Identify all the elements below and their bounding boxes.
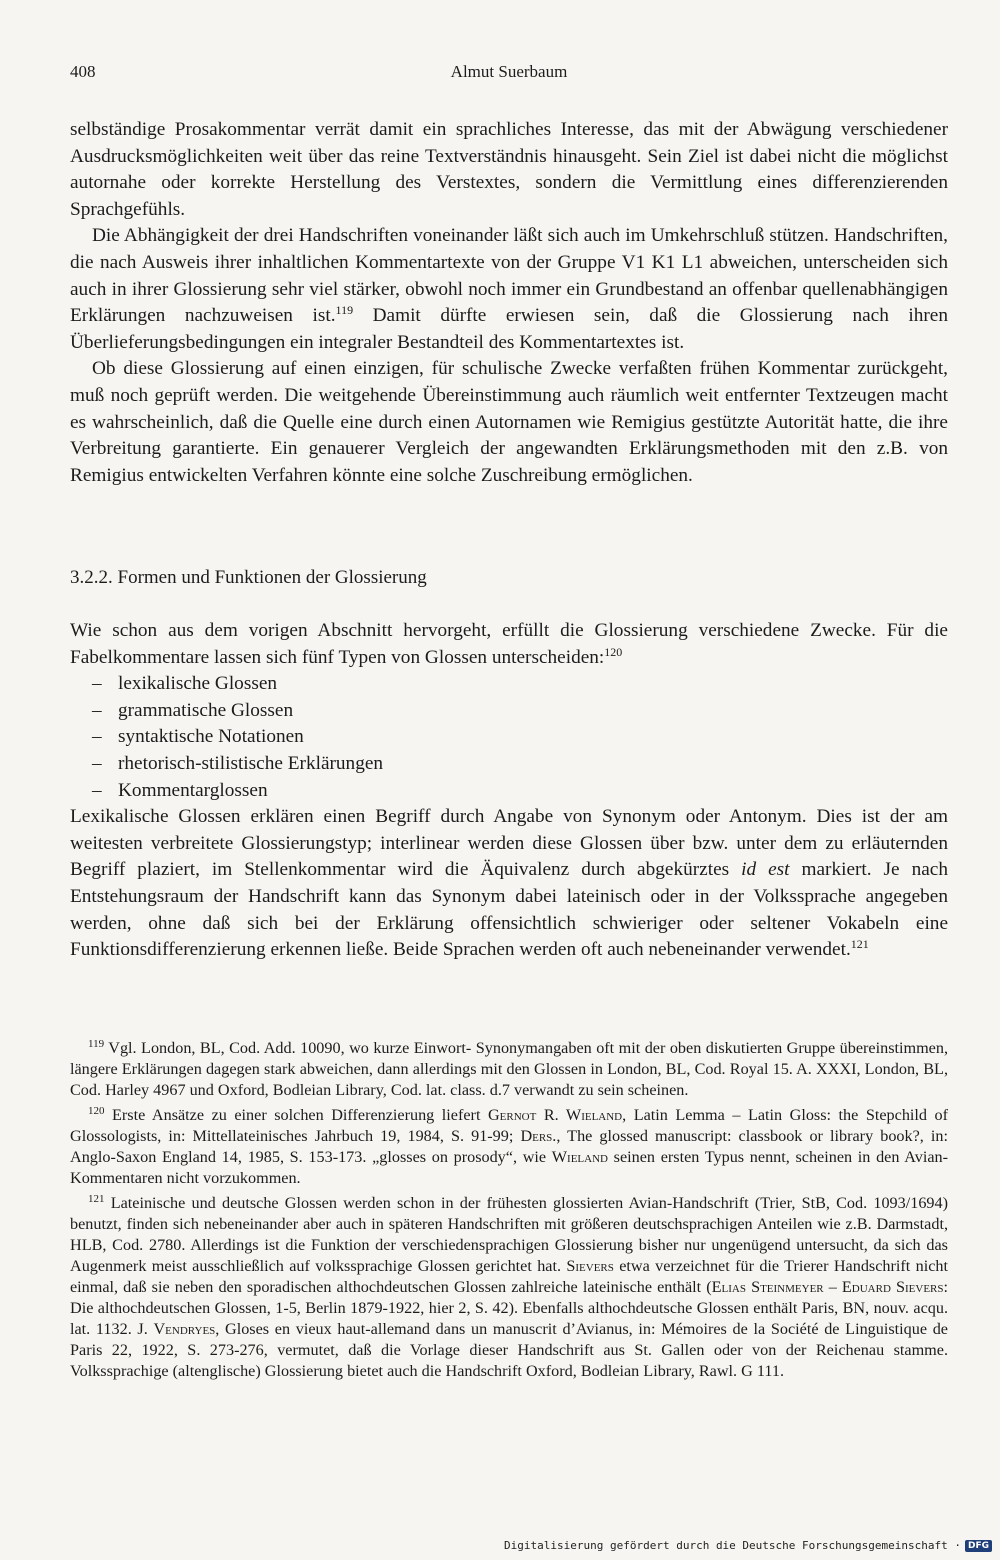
paragraph-5-italic: id est	[741, 859, 790, 881]
author-name: Sievers	[566, 1257, 614, 1275]
footnote-text: : Die althochdeutschen Glossen, 1-5, Berlin 1879-1922, hier 2, S. 42). Ebenfalls althochdeutsche Glossen enthält Paris, BN, nouv. acqu. lat. 1132. J.	[70, 1278, 948, 1338]
list-item-label: Kommentarglossen	[118, 779, 268, 801]
paragraph-1-text: selbständige Prosakommentar verrät damit ein sprachliches Interesse, das mit der Abwägung verschiedener Ausdrucksmöglichkeiten weit über das reine Textverständnis hinausgeht. Sein Ziel ist dabei nicht die möglichst autornahe oder korrekte Herstellung des Verstextes, sondern die Vermittlung eines differenzierenden Sprachgefühls.	[70, 119, 948, 220]
footnote-121	[70, 1193, 948, 1382]
digitization-credit	[504, 1539, 992, 1552]
footnote-number: 119	[88, 1038, 105, 1050]
paragraph-3	[70, 356, 948, 489]
footnote-text: seinen ersten Typus nennt, scheinen in den Avian-Kommentaren nicht vorzukommen.	[70, 1148, 948, 1187]
body-text-lower	[70, 618, 948, 964]
author-name: Vendryes	[153, 1320, 216, 1338]
list-item-label: rhetorisch-stilistische Erklärungen	[118, 752, 384, 774]
footnote-ref-120: 120	[604, 644, 623, 659]
author-name: Wieland	[551, 1148, 608, 1166]
body-text-upper	[70, 117, 948, 489]
author-name: Gernot R. Wieland	[487, 1106, 623, 1124]
footnote-text: , Gloses en vieux haut-allemand dans un manuscrit d’Avianus, in: Mémoires de la Société de Linguistique de Paris 22, 1922, S. 273-276, vermutet, daß die Vorlage dieser Handschrift aus St. Gallen oder von der Reichenau stamme. Volkssprachige (altenglische) Glossierung bietet auch die Handschrift Oxford, Bodleian Library, Rawl. G 111.	[70, 1320, 948, 1380]
footnote-number: 121	[88, 1193, 105, 1205]
footnote-text: Lateinische und deutsche Glossen werden schon in der frühesten glossierten Avian-Handschrift (Trier, StB, Cod. 1093/1694) benutzt, finden sich nebeneinander aber auch in späteren Handschriften mit größeren deutschsprachigen Anteilen wie z.B. Darmstadt, HLB, Cod. 2780. Allerdings ist die Funktion der verschiedensprachigen Glossierung bisher nur ungenügend untersucht, da sich das Augenmerk meist ausschließlich auf volkssprachige Glossen gerichtet hat.	[70, 1194, 948, 1275]
paragraph-2-text-a: Die Abhängigkeit der drei Handschriften voneinander läßt sich auch im Umkehrschluß stützen. Handschriften, die nach Ausweis ihrer inhaltlichen Kommentartexte von der Gruppe V1 K1 L1 abweichen, unterscheiden sich auch in ihrer Glossierung sehr viel stärker, obwohl noch immer ein Grundbestand an offenbar quellenabhängigen Erklärungen nachzuweisen ist.	[70, 225, 948, 327]
author-name: Ders.	[520, 1127, 557, 1145]
footnote-119	[70, 1038, 948, 1101]
footnote-120	[70, 1105, 948, 1189]
paragraph-5-text-b: markiert. Je nach Entstehungsraum der Handschrift kann das Synonym dabei lateinisch oder in der Volkssprache angegeben werden, ohne daß sich bei der Erklärung offensichtlich schwieriger oder seltener Vokabeln eine Funktionsdifferenzierung erkennen ließe. Beide Sprachen werden oft auch nebeneinander verwendet.	[70, 859, 948, 961]
paragraph-1	[70, 117, 948, 223]
footnote-text: Erste Ansätze zu einer solchen Differenzierung liefert	[104, 1106, 488, 1124]
footnote-ref-119: 119	[335, 303, 354, 318]
list-item	[70, 724, 948, 751]
footnote-text: Vgl. London, BL, Cod. Add. 10090, wo kurze Einwort- Synonymangaben oft mit der oben diskutierten Gruppe übereinstimmen, längere Erklärungen dagegen stark abweichen, dann allerdings mit den Glossen in London, BL, Cod. Royal 15. A. XXXI, London, BL, Cod. Harley 4967 und Oxford, Bodleian Library, Cod. lat. class. d.7 verwandt zu sein scheinen.	[70, 1039, 948, 1099]
paragraph-3-text: Ob diese Glossierung auf einen einzigen, für schulische Zwecke verfaßten frühen Kommentar zurückgeht, muß noch geprüft werden. Die weitgehende Übereinstimmung auch räumlich weit entfernter Textzeugen macht es wahrscheinlich, daß die Quelle eine durch einen Autornamen wie Remigius gestützte Autorität hatte, die ihre Verbreitung garantierte. Ein genauerer Vergleich der angewandten Erklärungsmethoden mit den z.B. von Remigius entwickelten Verfahren könnte eine solche Zuschreibung ermöglichen.	[70, 358, 948, 486]
paragraph-5	[70, 804, 948, 964]
paragraph-5-text-a: Lexikalische Glossen erklären einen Begriff durch Angabe von Synonym oder Antonym. Dies ist der am weitesten verbreitete Glossierungstyp; interlinear werden diese Glossen über bzw. unter dem zu erläuternden Begriff plaziert, im Stellenkommentar wird die Äquivalenz durch abgekürztes	[70, 806, 948, 881]
list-item	[70, 698, 948, 725]
gloss-type-list	[70, 671, 948, 804]
footnotes	[70, 1038, 948, 1386]
list-item	[70, 671, 948, 698]
footnote-text: , The glossed manuscript: classbook or library book?, in: Anglo-Saxon England 14, 1985, S. 153-173. „glosses on prosody“, wie	[70, 1127, 948, 1166]
footnote-text: etwa verzeichnet für die Trierer Handschrift nicht einmal, daß sie neben den sporadischen althochdeutschen Glossen zahlreiche lateinische enthält (	[70, 1257, 948, 1296]
list-item-label: grammatische Glossen	[118, 699, 294, 721]
footnote-text: , Latin Lemma – Latin Gloss: the Stepchild of Glossologists, in: Mittellateinisches Jahrbuch 19, 1984, S. 91-99;	[70, 1106, 949, 1145]
footnote-ref-121: 121	[850, 937, 869, 952]
credit-text: Digitalisierung gefördert durch die Deutsche Forschungsgemeinschaft ·	[504, 1539, 961, 1552]
list-item	[70, 751, 948, 778]
paragraph-4-text: Wie schon aus dem vorigen Abschnitt hervorgeht, erfüllt die Glossierung verschiedene Zwecke. Für die Fabelkommentare lassen sich fünf Typen von Glossen unterscheiden:	[70, 620, 948, 668]
list-item-label: syntaktische Notationen	[118, 726, 304, 748]
paragraph-2-text-b: Damit dürfte erwiesen sein, daß die Glossierung nach ihren Überlieferungsbedingungen ein integraler Bestandteil des Kommentartextes ist.	[70, 305, 948, 353]
dfg-logo-icon: DFG	[965, 1540, 992, 1552]
running-head	[70, 62, 948, 86]
list-item	[70, 778, 948, 805]
paragraph-2	[70, 223, 948, 356]
paragraph-4	[70, 618, 948, 671]
running-title: Almut Suerbaum	[450, 62, 568, 81]
footnote-number: 120	[88, 1105, 105, 1117]
page-number: 408	[70, 62, 96, 81]
section-heading: 3.2.2. Formen und Funktionen der Glossierung	[70, 567, 427, 588]
author-name: Elias Steinmeyer – Eduard Sievers	[711, 1278, 944, 1296]
list-item-label: lexikalische Glossen	[118, 673, 278, 695]
